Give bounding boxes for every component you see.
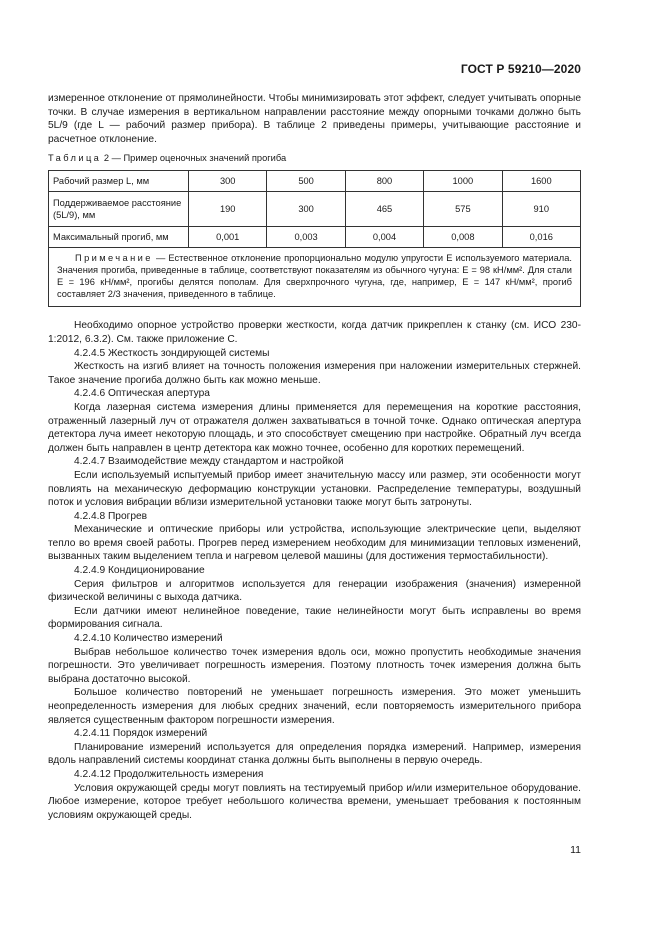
section-heading: 4.2.4.7 Взаимодействие между стандартом и настройкой <box>74 456 344 468</box>
table-cell: 300 <box>189 171 267 192</box>
page-number: 11 <box>570 844 581 856</box>
body-paragraph: Механические и оптические приборы или устройства, использующие электрические цепи, выделяют тепло во время своей работы. Прогрев перед измерением необходим для минимизации тепловых изменений, вызванных таким выделением тепла и нагревом целевой машины (для достижения термостабильности). <box>48 524 581 563</box>
table-row <box>49 171 581 192</box>
intro-paragraph: измеренное отклонение от прямолинейности. Чтобы минимизировать этот эффект, следует учитывать опорные точки. В случае измерения в вертикальном направлении расстояние между опорными точками должно быть 5L/9 (где L — рабочий размер прибора). В таблице 2 приведены примеры, учитывающие расстояние и расчетное отклонение. <box>48 93 581 145</box>
table-row <box>49 227 581 248</box>
table-cell: 800 <box>345 171 423 192</box>
table-cell: 0,004 <box>345 227 423 248</box>
body-paragraph: Планирование измерений используется для определения порядка измерений. Например, измерения вдоль направлений системы координат станка должны быть выполнены в первую очередь. <box>48 741 581 767</box>
table-cell: 0,016 <box>502 227 580 248</box>
body-paragraph: Если используемый испытуемый прибор имеет значительную массу или размер, эти особенности могут повлиять на механическую деформацию конструкции установки. Распределение температуры, воздушный поток и условия вибрации вблизи измерительной установки также могут быть затронуты. <box>48 469 581 509</box>
table-cell: 465 <box>345 192 423 227</box>
table-cell: 190 <box>189 192 267 227</box>
table-row <box>49 192 581 227</box>
table-cell: 0,008 <box>424 227 502 248</box>
row-label: Поддерживаемое расстояние (5L/9), мм <box>49 192 189 227</box>
section-heading: 4.2.4.12 Продолжительность измерения <box>74 768 264 780</box>
table-note-row <box>49 248 581 307</box>
table-cell: 0,001 <box>189 227 267 248</box>
row-label: Максимальный прогиб, мм <box>49 227 189 248</box>
body-paragraph: Необходимо опорное устройство проверки жесткости, когда датчик прикреплен к станку (см. ИСО 230-1:2012, 6.3.2). См. также приложение С. <box>48 320 581 345</box>
body-paragraph: Выбрав небольшое количество точек измерения вдоль оси, можно пропустить необходимые значения погрешности. Это увеличивает погрешность измерения. Поэтому плотность точек измерения должна быть выбрана достаточно высокой. <box>48 646 581 685</box>
table-cell: 1600 <box>502 171 580 192</box>
section-heading: 4.2.4.6 Оптическая апертура <box>74 388 210 400</box>
table-cell: 1000 <box>424 171 502 192</box>
body-paragraph: Жесткость на изгиб влияет на точность положения измерения при наложении измерительных стержней. Такое значение прогиба должно быть как можно меньше. <box>48 361 581 386</box>
deflection-table <box>48 170 581 307</box>
section-heading: 4.2.4.9 Кондиционирование <box>74 565 205 577</box>
body-paragraph: Серия фильтров и алгоритмов используется для генерации изображения (значения) измеренной физической величины с выхода датчика. <box>48 578 581 604</box>
section-heading: 4.2.4.5 Жесткость зондирующей системы <box>74 347 270 359</box>
table-cell: 500 <box>267 171 345 192</box>
table-cell: 300 <box>267 192 345 227</box>
body-paragraph: Если датчики имеют нелинейное поведение, такие нелинейности могут быть исправлены во время формирования сигнала. <box>48 605 581 631</box>
note-text: — Естественное отклонение пропорционально модулю упругости E используемого материала. Значения прогиба, приведенные в таблице, соответствуют показателям из обычного чугуна: E = 98 кН/мм². Для стали E = 196 кН/мм², прогибы делятся пополам. Для сверхпрочного чугуна, где, например, E = 147 кН/мм², прогиб составляет 2/3 значения, приведенного в таблице. <box>57 253 572 300</box>
document-code: ГОСТ Р 59210—2020 <box>460 62 581 76</box>
note-label: Примечание <box>75 253 153 264</box>
table-cell: 0,003 <box>267 227 345 248</box>
table-cell: 575 <box>424 192 502 227</box>
body-paragraph: Большое количество повторений не уменьшает погрешность измерения. Это может уменьшить неопределенность измерения для любых средних значений, если повторяемость измерительного прибора является существенным фактором погрешности измерения. <box>48 687 581 726</box>
table-caption <box>48 152 581 164</box>
section-heading: 4.2.4.8 Прогрев <box>74 510 148 522</box>
table-cell: 910 <box>502 192 580 227</box>
table-caption-text: 2 — Пример оценочных значений прогиба <box>103 153 287 164</box>
table-caption-prefix: Таблица <box>48 153 102 164</box>
section-heading: 4.2.4.10 Количество измерений <box>74 633 223 645</box>
table-note <box>49 248 581 307</box>
body-paragraph: Условия окружающей среды могут повлиять на тестируемый прибор и/или измерительное оборудование. Любое измерение, которое требует небольшого количества времени, уменьшает требования к постоянным условиям окружающей среды. <box>48 782 581 821</box>
row-label: Рабочий размер L, мм <box>49 171 189 192</box>
body-paragraph: Когда лазерная система измерения длины применяется для перемещения на короткие расстояния, отраженный лазерный луч от отражателя должен захватываться в точной точке. Однако оптическая апертура детектора луча имеет некоторую площадь, и это способствует смещению при настройке. Обратный луч всегда должен быть направлен в центр детектора как можно точнее, особенно для коротких перемещений. <box>48 401 581 454</box>
section-heading: 4.2.4.11 Порядок измерений <box>74 728 208 740</box>
body-text <box>48 319 581 822</box>
page-content <box>48 92 581 822</box>
